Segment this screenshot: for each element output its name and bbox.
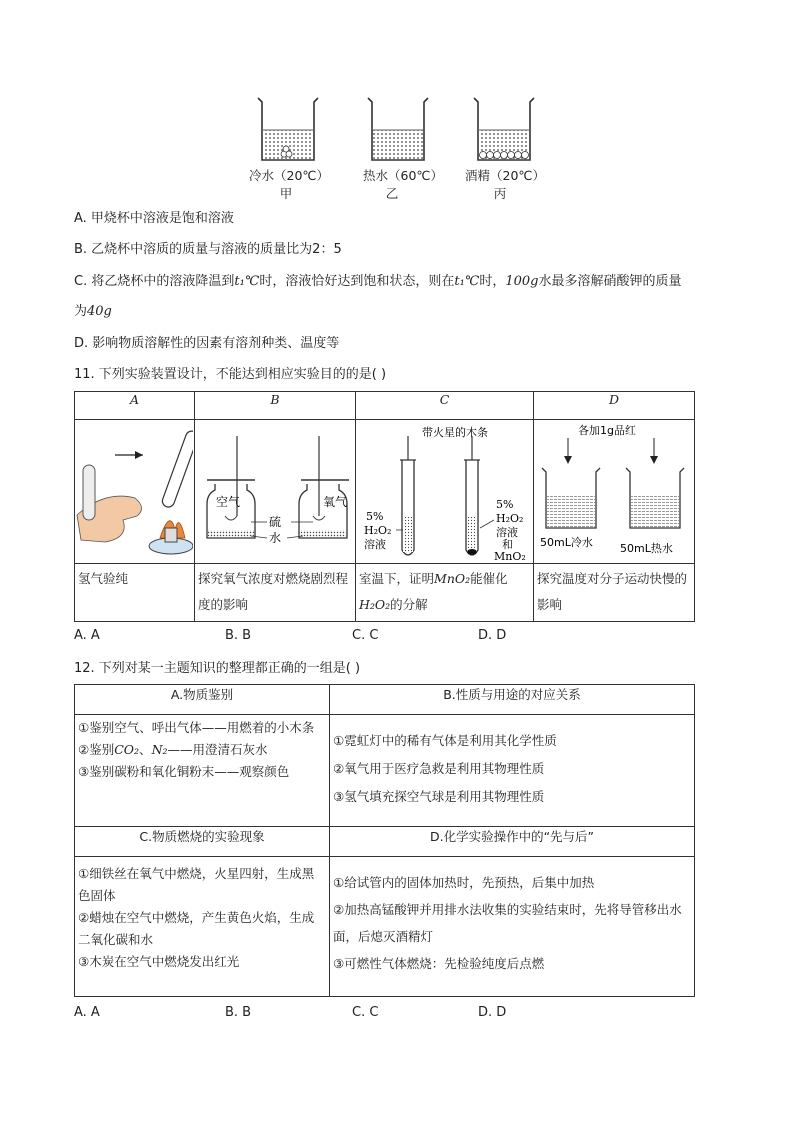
fig-b-water: 水: [269, 531, 282, 545]
beaker-jia-name: 甲: [279, 186, 293, 201]
fig-b-sulfur: 硫: [269, 515, 282, 529]
q10-c-t1: t₁℃: [234, 274, 260, 289]
q12-c1: ①细铁丝在氧气中燃烧，火星四射，生成黑色固体: [78, 866, 315, 903]
q11-c-p3: 的分解: [390, 597, 428, 612]
q11-header-c-text: C: [439, 392, 450, 407]
fig-d-top-label: 各加1g品红: [578, 424, 636, 437]
q12-cell-a: [75, 715, 330, 827]
fig-c-left-pct: 5%: [366, 510, 384, 523]
q10-c-text3: 时，: [479, 274, 506, 289]
q12-stem: 12. 下列对某一主题知识的整理都正确的一组是( ): [74, 661, 361, 676]
q12-c3: ③木炭在空气中燃烧发出红光: [78, 954, 240, 969]
q12-a2-sep: 、: [139, 742, 152, 757]
beaker-jia: [258, 98, 318, 160]
q10-c-40g: 40g: [87, 304, 112, 319]
q11-purpose-d: [534, 564, 695, 622]
q12-option-c[interactable]: C. C: [352, 1005, 379, 1020]
fig-c-left-sol: 溶液: [364, 538, 386, 551]
q11-stem: 11. 下列实验装置设计，不能达到相应实验目的的是( ): [74, 367, 387, 382]
q12-option-b[interactable]: B. B: [225, 1005, 252, 1020]
q12-b2: ②氧气用于医疗急救是利用其物理性质: [333, 761, 545, 776]
fig-c-right-formula: H₂O₂: [496, 512, 524, 525]
q12-a2-text1: ②鉴别: [78, 742, 115, 757]
q12-table: [74, 684, 695, 997]
q12-option-d[interactable]: D. D: [478, 1005, 507, 1020]
q12-a2-text2: ——用澄清石灰水: [167, 742, 268, 757]
beaker-bing-name: 丙: [493, 186, 507, 201]
q11-purpose-a: [75, 564, 195, 622]
q11-c-mno2: MnO₂: [434, 571, 471, 586]
q11-header-a-text: A: [129, 392, 140, 407]
q11-c-h2o2: H₂O₂: [359, 597, 391, 612]
q11-purpose-d-text: 探究温度对分子运动快慢的影响: [537, 571, 688, 612]
q11-figure-d: [534, 420, 695, 564]
q11-purpose-c: [356, 564, 534, 622]
q12-a3: ③鉴别碳粉和氧化铜粉末——观察颜色: [78, 764, 290, 779]
q12-cell-a-content: [75, 715, 329, 785]
q10-c-t1-second: t₁℃: [454, 274, 480, 289]
beaker-yi: [368, 98, 428, 160]
q12-a2: [78, 739, 326, 761]
fig-d-cold: 50mL冷水: [540, 536, 593, 549]
q11-header-d-text: D: [608, 392, 620, 407]
fig-b-air-1: 空气: [216, 495, 241, 509]
q12-cell-b-content: [330, 715, 694, 813]
q12-header-b: B.性质与用途的对应关系: [330, 685, 695, 715]
beaker-bing: [474, 98, 534, 160]
q12-cell-b: [330, 715, 695, 827]
q10-c-text5: 为: [74, 304, 88, 319]
fig-c-right-and: 和: [502, 538, 513, 551]
q11-header-d: [534, 392, 695, 420]
beaker-yi-name: 乙: [385, 186, 399, 201]
q11-c-p1: 室温下，证明: [359, 571, 435, 586]
q11-table: [74, 391, 695, 622]
q12-a1: ①鉴别空气、呼出气体——用燃着的小木条: [78, 720, 315, 735]
q10-c-text2: 时，溶液恰好达到饱和状态，则在: [259, 274, 455, 289]
q10-c-text1: C. 将乙烧杯中的溶液降温到: [74, 274, 235, 289]
beaker-bing-label: 酒精（20℃）: [465, 168, 545, 183]
q11-figure-a: [75, 420, 195, 564]
q10-option-a: A. 甲烧杯中溶液是饱和溶液: [74, 211, 234, 226]
q12-a2-co2: CO₂: [114, 742, 140, 757]
sulfur-burning-figure: [195, 420, 355, 560]
q12-header-d: D.化学实验操作中的“先与后”: [330, 827, 695, 857]
q11-figure-b: [195, 420, 356, 564]
fig-d-hot: 50mL热水: [620, 542, 673, 555]
q11-option-b[interactable]: B. B: [225, 628, 252, 643]
q11-header-b-text: B: [270, 392, 280, 407]
q12-d1: ①给试管内的固体加热时，先预热，后集中加热: [333, 875, 595, 890]
q10-option-c-line2: [74, 302, 112, 322]
q10-c-100g: 100g: [505, 274, 539, 289]
q12-cell-c-content: [75, 857, 329, 975]
fig-c-right-sol: 溶液: [496, 526, 518, 539]
q11-c-p2: 能催化: [470, 571, 508, 586]
q10-option-d: D. 影响物质溶解性的因素有溶剂种类、温度等: [74, 336, 340, 351]
q11-option-c[interactable]: C. C: [352, 628, 379, 643]
q12-cell-d: [330, 857, 695, 997]
fig-c-right-mno2: MnO₂: [494, 550, 526, 560]
beakers-figure: [240, 92, 560, 172]
fig-c-right-pct: 5%: [496, 498, 514, 511]
q12-cell-c: [75, 857, 330, 997]
catalysis-figure: [356, 420, 532, 560]
q11-option-a[interactable]: A. A: [74, 628, 100, 643]
q10-option-b: B. 乙烧杯中溶质的质量与溶液的质量比为2：5: [74, 242, 342, 257]
q10-c-text4: 水最多溶解硝酸钾的质量: [538, 274, 682, 289]
q11-purpose-a-text: 氢气验纯: [78, 571, 129, 586]
fig-c-stick-label: 带火星的木条: [422, 426, 488, 439]
q12-header-a: A.物质鉴别: [75, 685, 330, 715]
q11-option-d[interactable]: D. D: [478, 628, 507, 643]
q10-option-c-line1: [74, 272, 682, 292]
q12-b3: ③氢气填充探空气球是利用其物理性质: [333, 789, 545, 804]
fig-c-left-formula: H₂O₂: [364, 524, 392, 537]
diffusion-figure: [534, 420, 694, 560]
q12-d3: ③可燃性气体燃烧：先检验纯度后点燃: [333, 956, 545, 971]
beaker-jia-label: 冷水（20℃）: [249, 168, 329, 183]
q11-header-b: [195, 392, 356, 420]
q12-header-c: C.物质燃烧的实验现象: [75, 827, 330, 857]
q12-option-a[interactable]: A. A: [74, 1005, 100, 1020]
q11-figure-c: [356, 420, 534, 564]
q12-c2: ②蜡烛在空气中燃烧，产生黄色火焰，生成二氧化碳和水: [78, 910, 315, 947]
beaker-yi-label: 热水（60℃）: [363, 168, 443, 183]
q11-purpose-c-text: [356, 564, 533, 620]
q12-cell-d-content: [330, 857, 694, 979]
q11-purpose-b: [195, 564, 356, 622]
q12-d2: ②加热高锰酸钾并用排水法收集的实验结束时，先将导管移出水面，后熄灭酒精灯: [333, 902, 682, 944]
hydrogen-test-figure: [75, 420, 193, 560]
q11-purpose-b-text: 探究氧气浓度对燃烧剧烈程度的影响: [198, 571, 349, 612]
q11-header-a: [75, 392, 195, 420]
q12-a2-n2: N₂: [151, 742, 168, 757]
q11-header-c: [356, 392, 534, 420]
fig-b-o2-1: 氧气: [323, 495, 348, 509]
q12-b1: ①霓虹灯中的稀有气体是利用其化学性质: [333, 733, 557, 748]
